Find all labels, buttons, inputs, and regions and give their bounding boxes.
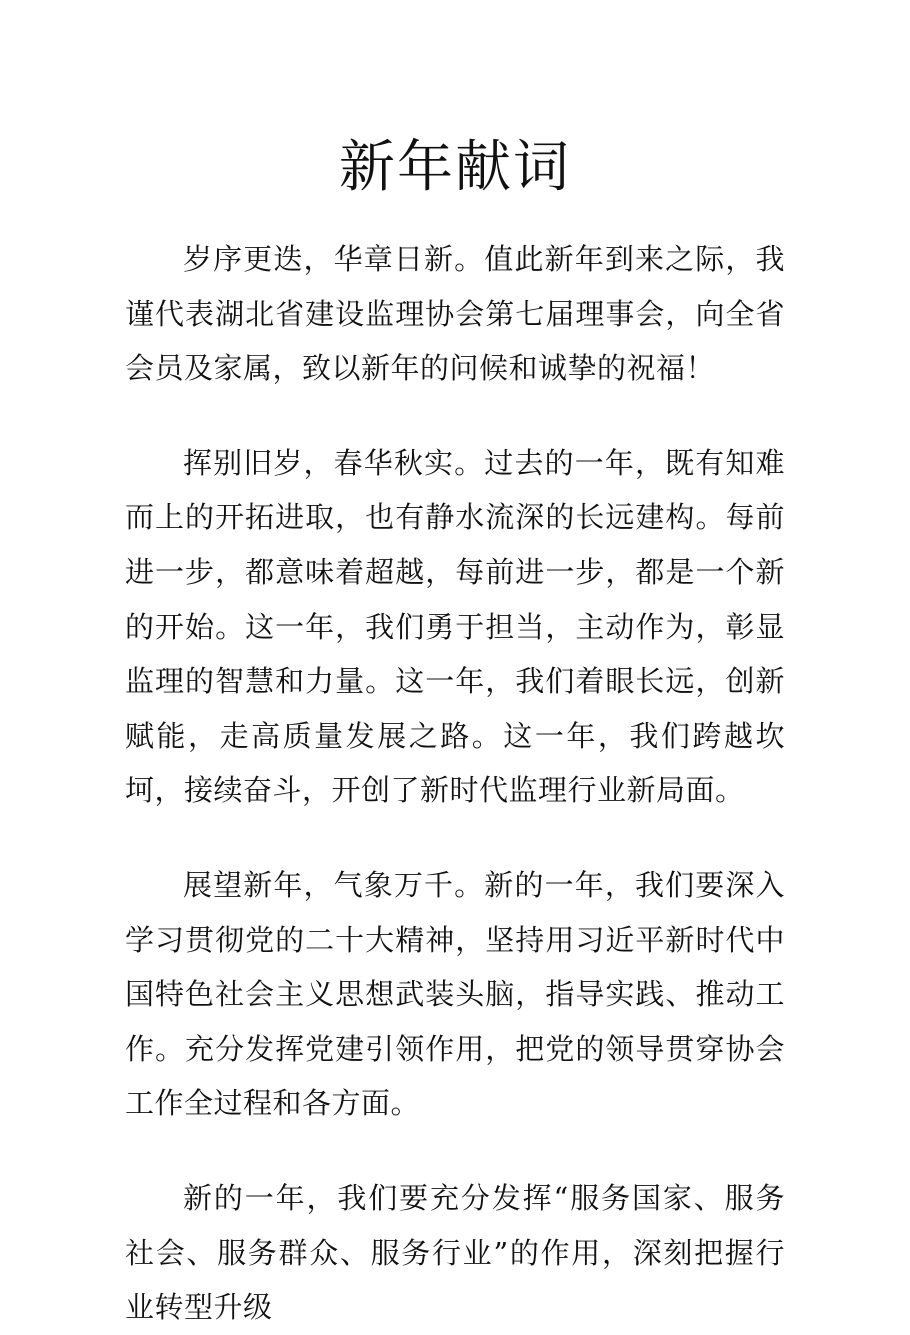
document-title: 新年献词 xyxy=(339,135,571,200)
paragraph-greeting: 岁序更迭，华章日新。值此新年到来之际，我谨代表湖北省建设监理协会第七届理事会，向全省会员及家属，致以新年的问候和诚挚的祝福！ xyxy=(125,242,785,386)
paragraph-new-year-goals: 新的一年，我们要充分发挥“服务国家、服务社会、服务群众、服务行业”的作用，深刻把握行业转型升级 xyxy=(125,1180,785,1325)
paragraph-review: 挥别旧岁，春华秋实。过去的一年，既有知难而上的开拓进取，也有静水流深的长远建构。每前进一步，都意味着超越，每前进一步，都是一个新的开始。这一年，我们勇于担当，主动作为，彰显监理的智慧和力量。这一年，我们着眼长远，创新赋能，走高质量发展之路。这一年，我们跨越坎坷，接续奋斗，开创了新时代监理行业新局面。 xyxy=(125,445,785,808)
paragraph-outlook: 展望新年，气象万千。新的一年，我们要深入学习贯彻党的二十大精神，坚持用习近平新时代中国特色社会主义思想武装头脑，指导实践、推动工作。充分发挥党建引领作用，把党的领导贯穿协会工作全过程和各方面。 xyxy=(125,867,785,1121)
